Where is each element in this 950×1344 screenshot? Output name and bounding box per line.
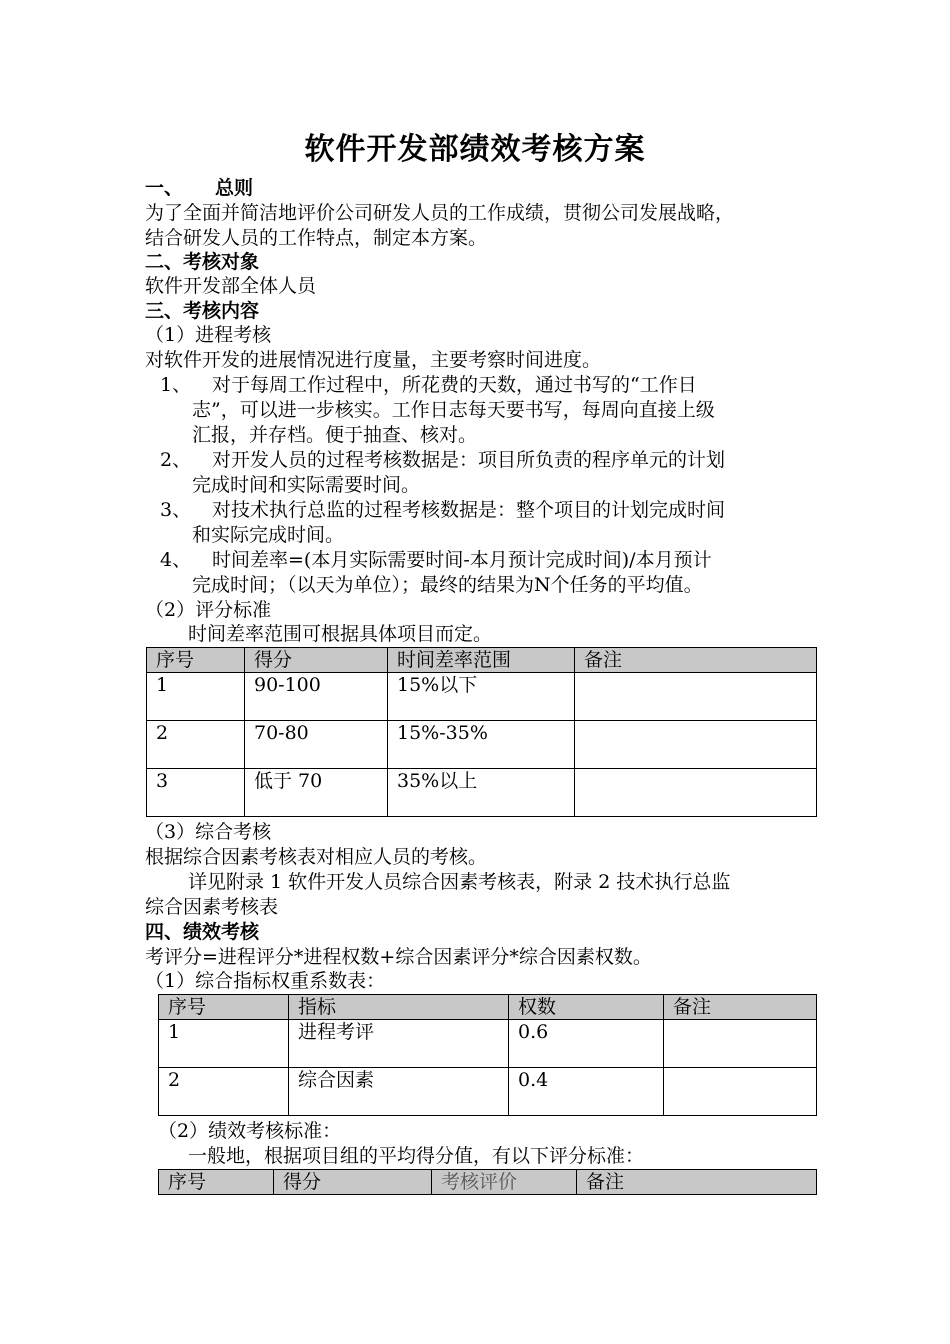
- table-row: [147, 721, 817, 769]
- table-header-cell: 时间差率范围: [388, 648, 575, 673]
- list-item-2-line-2: 完成时间和实际需要时间。: [192, 474, 421, 496]
- table-cell: 15%以下: [388, 673, 575, 721]
- section-4-heading: 四、绩效考核: [145, 921, 260, 943]
- table-cell: 1: [147, 673, 245, 721]
- table-row: [147, 673, 817, 721]
- table-row: [159, 1020, 817, 1068]
- table-header-cell: 备注: [577, 1170, 817, 1195]
- table-cell: 0.6: [509, 1020, 664, 1068]
- scoring-table: [146, 647, 817, 817]
- section-4-sub2: （2）绩效考核标准：: [158, 1120, 342, 1142]
- table-cell: 0.4: [509, 1068, 664, 1116]
- section-3-sub2: （2）评分标准: [145, 599, 272, 621]
- table-cell: [575, 769, 817, 817]
- evaluation-table: [158, 1169, 817, 1195]
- section-3-sub1-text: 对软件开发的进展情况进行度量，主要考察时间进度。: [145, 349, 602, 371]
- list-item-4-number: 4、: [160, 549, 192, 571]
- table-header-cell: 得分: [274, 1170, 432, 1195]
- table-cell: 35%以上: [388, 769, 575, 817]
- list-item-3-line-2: 和实际完成时间。: [192, 524, 345, 546]
- list-item-1-line-3: 汇报，并存档。便于抽查、核对。: [192, 424, 478, 446]
- table-cell: 综合因素: [289, 1068, 509, 1116]
- table-cell: 3: [147, 769, 245, 817]
- list-item-2-number: 2、: [160, 449, 192, 471]
- table-header-cell: 备注: [664, 995, 817, 1020]
- list-item-4-line-1: 时间差率=(本月实际需要时间-本月预计完成时间)/本月预计: [212, 549, 712, 571]
- weight-table-header-row: [159, 995, 817, 1020]
- table-header-cell: 序号: [159, 995, 289, 1020]
- section-1-number: 一、: [145, 177, 184, 199]
- section-4-sub2-text: 一般地，根据项目组的平均得分值，有以下评分标准：: [188, 1145, 645, 1167]
- table-cell: [664, 1020, 817, 1068]
- table-header-cell: 序号: [147, 648, 245, 673]
- list-item-1-line-2: 志”，可以进一步核实。工作日志每天要书写，每周向直接上级: [192, 399, 715, 421]
- table-cell: [664, 1068, 817, 1116]
- table-cell: [575, 673, 817, 721]
- table-header-cell: 序号: [159, 1170, 274, 1195]
- section-1-title: 总则: [215, 177, 254, 199]
- evaluation-table-header-row: [159, 1170, 817, 1195]
- table-row: [147, 769, 817, 817]
- weight-table: [158, 994, 817, 1116]
- section-2-heading: 二、考核对象: [145, 251, 260, 273]
- table-cell: 2: [147, 721, 245, 769]
- scoring-table-header-row: [147, 648, 817, 673]
- section-3-sub3: （3）综合考核: [145, 821, 272, 843]
- table-cell: 15%-35%: [388, 721, 575, 769]
- section-3-sub3-text2-line-2: 综合因素考核表: [145, 896, 279, 918]
- section-4-sub1: （1）综合指标权重系数表：: [145, 970, 386, 992]
- section-3-sub3-text: 根据综合因素考核表对相应人员的考核。: [145, 846, 488, 868]
- section-2-text: 软件开发部全体人员: [145, 275, 317, 297]
- list-item-3-number: 3、: [160, 499, 192, 521]
- section-3-sub3-text2-line-1: 详见附录 1 软件开发人员综合因素考核表，附录 2 技术执行总监: [188, 871, 731, 893]
- list-item-1-number: 1、: [160, 374, 192, 396]
- table-cell: 2: [159, 1068, 289, 1116]
- table-cell: 70-80: [245, 721, 388, 769]
- table-cell: 进程考评: [289, 1020, 509, 1068]
- table-cell: 90-100: [245, 673, 388, 721]
- list-item-4-line-2: 完成时间；（以天为单位）；最终的结果为N个任务的平均值。: [192, 574, 703, 596]
- table-cell: [575, 721, 817, 769]
- table-row: [159, 1068, 817, 1116]
- table-cell: 低于 70: [245, 769, 388, 817]
- list-item-3-line-1: 对技术执行总监的过程考核数据是：整个项目的计划完成时间: [212, 499, 726, 521]
- section-1-paragraph-line-2: 结合研发人员的工作特点，制定本方案。: [145, 227, 488, 249]
- section-1-paragraph-line-1: 为了全面并简洁地评价公司研发人员的工作成绩，贯彻公司发展战略，: [145, 202, 735, 224]
- list-item-2-line-1: 对开发人员的过程考核数据是：项目所负责的程序单元的计划: [212, 449, 726, 471]
- table-header-cell: 考核评价: [432, 1170, 577, 1195]
- list-item-1-line-1: 对于每周工作过程中，所花费的天数，通过书写的“工作日: [212, 374, 697, 396]
- section-3-sub1: （1）进程考核: [145, 324, 272, 346]
- table-header-cell: 指标: [289, 995, 509, 1020]
- table-header-cell: 权数: [509, 995, 664, 1020]
- table-header-cell: 得分: [245, 648, 388, 673]
- document-title: 软件开发部绩效考核方案: [304, 132, 646, 167]
- section-3-heading: 三、考核内容: [145, 300, 260, 322]
- section-3-sub2-text: 时间差率范围可根据具体项目而定。: [188, 623, 493, 645]
- section-1-heading: [145, 176, 253, 200]
- table-cell: 1: [159, 1020, 289, 1068]
- table-header-cell: 备注: [575, 648, 817, 673]
- section-4-formula: 考评分=进程评分*进程权数+综合因素评分*综合因素权数。: [145, 946, 652, 968]
